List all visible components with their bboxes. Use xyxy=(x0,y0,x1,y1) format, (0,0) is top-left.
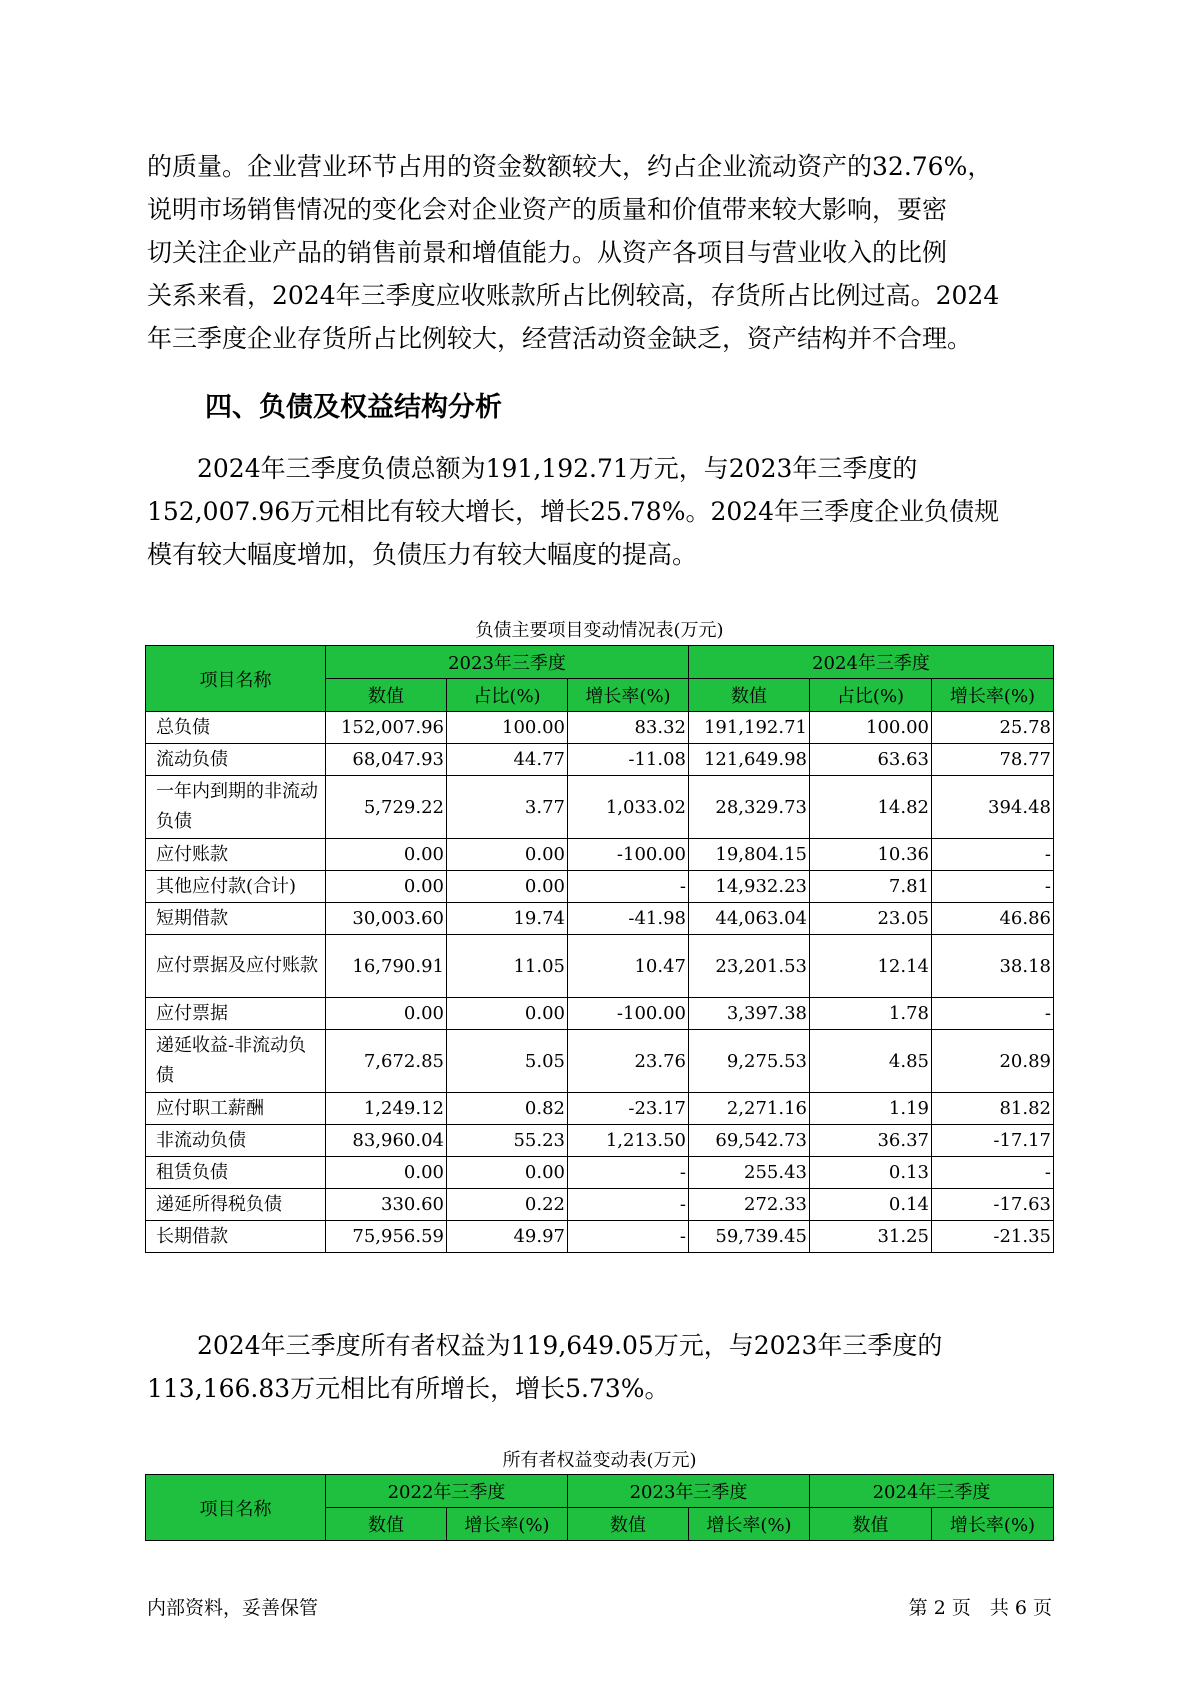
table-cell: 5,729.22 xyxy=(326,776,447,839)
table-cell: 0.00 xyxy=(447,839,568,871)
table-cell: 83,960.04 xyxy=(326,1125,447,1157)
row-label: 非流动负债 xyxy=(146,1125,326,1157)
table-cell: - xyxy=(932,998,1054,1030)
table-cell: - xyxy=(568,871,689,903)
page-number: 第 2 页 共 6 页 xyxy=(908,1597,1052,1619)
intro-paragraph xyxy=(147,145,1052,360)
liability-table xyxy=(145,645,1054,1253)
column-header: 占比(%) xyxy=(447,679,568,712)
table-row xyxy=(146,1030,1054,1093)
column-header: 增长率(%) xyxy=(932,1508,1054,1541)
row-label: 租赁负债 xyxy=(146,1157,326,1189)
table-cell: 1.19 xyxy=(810,1093,932,1125)
table-row xyxy=(146,1189,1054,1221)
table-cell: 36.37 xyxy=(810,1125,932,1157)
table-cell: 10.47 xyxy=(568,935,689,998)
text-line: 切关注企业产品的销售前景和增值能力。从资产各项目与营业收入的比例 xyxy=(147,238,948,267)
table-cell: 1,213.50 xyxy=(568,1125,689,1157)
table-cell: 0.00 xyxy=(447,1157,568,1189)
column-header: 增长率(%) xyxy=(932,679,1054,712)
table-cell: 9,275.53 xyxy=(689,1030,810,1093)
table-cell: - xyxy=(568,1221,689,1253)
table-cell: 0.13 xyxy=(810,1157,932,1189)
table-cell: 0.14 xyxy=(810,1189,932,1221)
table-cell: 5.05 xyxy=(447,1030,568,1093)
row-label: 应付职工薪酬 xyxy=(146,1093,326,1125)
table-cell: -17.17 xyxy=(932,1125,1054,1157)
column-header: 数值 xyxy=(326,1508,447,1541)
section-heading: 四、负债及权益结构分析 xyxy=(205,392,502,423)
table-cell: 14.82 xyxy=(810,776,932,839)
table-cell: 0.00 xyxy=(326,998,447,1030)
row-label: 总负债 xyxy=(146,712,326,744)
column-header-item-name: 项目名称 xyxy=(146,1475,326,1541)
column-header-period: 2023年三季度 xyxy=(326,646,689,679)
table-cell: 28,329.73 xyxy=(689,776,810,839)
table-cell: 75,956.59 xyxy=(326,1221,447,1253)
column-header: 数值 xyxy=(810,1508,932,1541)
text-line: 关系来看，2024年三季度应收账款所占比例较高，存货所占比例过高。2024 xyxy=(147,281,1000,310)
row-label: 长期借款 xyxy=(146,1221,326,1253)
table-cell: 81.82 xyxy=(932,1093,1054,1125)
table-row xyxy=(146,744,1054,776)
table-cell: 23.76 xyxy=(568,1030,689,1093)
table-cell: 83.32 xyxy=(568,712,689,744)
row-label: 应付票据 xyxy=(146,998,326,1030)
liability-paragraph xyxy=(147,447,1052,576)
table-cell: -100.00 xyxy=(568,998,689,1030)
table-cell: 0.00 xyxy=(326,1157,447,1189)
table-row xyxy=(146,998,1054,1030)
table-cell: 0.00 xyxy=(326,839,447,871)
table-cell: - xyxy=(932,1157,1054,1189)
table-cell: 10.36 xyxy=(810,839,932,871)
text-line: 152,007.96万元相比有较大增长，增长25.78%。2024年三季度企业负债规 xyxy=(147,497,1000,526)
column-header: 增长率(%) xyxy=(568,679,689,712)
table-cell: 1,033.02 xyxy=(568,776,689,839)
table-cell: 55.23 xyxy=(447,1125,568,1157)
text-line: 模有较大幅度增加，负债压力有较大幅度的提高。 xyxy=(147,540,698,569)
text-line: 的质量。企业营业环节占用的资金数额较大，约占企业流动资产的32.76%， xyxy=(147,152,993,181)
table-cell: 38.18 xyxy=(932,935,1054,998)
footer-confidential: 内部资料，妥善保管 xyxy=(147,1597,319,1619)
text-line: 113,166.83万元相比有所增长，增长5.73%。 xyxy=(147,1374,670,1403)
table-cell: 3,397.38 xyxy=(689,998,810,1030)
table-cell: 78.77 xyxy=(932,744,1054,776)
table-cell: 69,542.73 xyxy=(689,1125,810,1157)
table-cell: 23,201.53 xyxy=(689,935,810,998)
table-row xyxy=(146,903,1054,935)
table-cell: -17.63 xyxy=(932,1189,1054,1221)
table-cell: 100.00 xyxy=(447,712,568,744)
table-cell: 44.77 xyxy=(447,744,568,776)
column-header-period: 2024年三季度 xyxy=(810,1475,1054,1508)
table-row xyxy=(146,1125,1054,1157)
table-cell: 23.05 xyxy=(810,903,932,935)
table-cell: 44,063.04 xyxy=(689,903,810,935)
table-cell: 46.86 xyxy=(932,903,1054,935)
table-cell: 0.82 xyxy=(447,1093,568,1125)
table-cell: 31.25 xyxy=(810,1221,932,1253)
row-label: 递延收益-非流动负债 xyxy=(146,1030,326,1093)
table-cell: 121,649.98 xyxy=(689,744,810,776)
table-cell: 0.00 xyxy=(326,871,447,903)
text-line: 说明市场销售情况的变化会对企业资产的质量和价值带来较大影响，要密 xyxy=(147,195,948,224)
column-header-period: 2023年三季度 xyxy=(568,1475,810,1508)
table-cell: - xyxy=(932,839,1054,871)
table-cell: 63.63 xyxy=(810,744,932,776)
table-row xyxy=(146,1221,1054,1253)
table-row xyxy=(146,712,1054,744)
table-cell: -21.35 xyxy=(932,1221,1054,1253)
table-cell: -100.00 xyxy=(568,839,689,871)
table-cell: 11.05 xyxy=(447,935,568,998)
table-caption: 负债主要项目变动情况表(万元) xyxy=(475,620,724,641)
table-cell: -41.98 xyxy=(568,903,689,935)
table-cell: 20.89 xyxy=(932,1030,1054,1093)
table-row xyxy=(146,935,1054,998)
table-cell: 394.48 xyxy=(932,776,1054,839)
table-cell: 2,271.16 xyxy=(689,1093,810,1125)
table-cell: 1,249.12 xyxy=(326,1093,447,1125)
column-header-period: 2022年三季度 xyxy=(326,1475,568,1508)
row-label: 其他应付款(合计) xyxy=(146,871,326,903)
table-caption: 所有者权益变动表(万元) xyxy=(502,1450,697,1471)
table-row xyxy=(146,776,1054,839)
table-cell: 16,790.91 xyxy=(326,935,447,998)
column-header-period: 2024年三季度 xyxy=(689,646,1054,679)
table-cell: 7,672.85 xyxy=(326,1030,447,1093)
table-cell: 4.85 xyxy=(810,1030,932,1093)
table-cell: - xyxy=(932,871,1054,903)
table-cell: 272.33 xyxy=(689,1189,810,1221)
table-cell: 12.14 xyxy=(810,935,932,998)
table-cell: - xyxy=(568,1189,689,1221)
table-cell: -11.08 xyxy=(568,744,689,776)
table-cell: 49.97 xyxy=(447,1221,568,1253)
table-cell: - xyxy=(568,1157,689,1189)
equity-paragraph xyxy=(147,1324,1052,1410)
table-cell: 191,192.71 xyxy=(689,712,810,744)
table-cell: 0.00 xyxy=(447,998,568,1030)
row-label: 流动负债 xyxy=(146,744,326,776)
table-cell: 7.81 xyxy=(810,871,932,903)
table-cell: 1.78 xyxy=(810,998,932,1030)
table-cell: 19.74 xyxy=(447,903,568,935)
table-row xyxy=(146,839,1054,871)
text-line: 2024年三季度负债总额为191,192.71万元，与2023年三季度的 xyxy=(147,454,918,483)
table-cell: 0.22 xyxy=(447,1189,568,1221)
column-header: 增长率(%) xyxy=(447,1508,568,1541)
table-cell: 59,739.45 xyxy=(689,1221,810,1253)
table-cell: -23.17 xyxy=(568,1093,689,1125)
table-cell: 14,932.23 xyxy=(689,871,810,903)
equity-table xyxy=(145,1474,1054,1541)
column-header: 数值 xyxy=(689,679,810,712)
table-cell: 100.00 xyxy=(810,712,932,744)
row-label: 递延所得税负债 xyxy=(146,1189,326,1221)
table-cell: 68,047.93 xyxy=(326,744,447,776)
table-cell: 3.77 xyxy=(447,776,568,839)
table-cell: 152,007.96 xyxy=(326,712,447,744)
column-header: 占比(%) xyxy=(810,679,932,712)
row-label: 一年内到期的非流动负债 xyxy=(146,776,326,839)
column-header: 数值 xyxy=(568,1508,689,1541)
table-row xyxy=(146,1093,1054,1125)
table-row xyxy=(146,1157,1054,1189)
table-cell: 30,003.60 xyxy=(326,903,447,935)
table-cell: 0.00 xyxy=(447,871,568,903)
table-body xyxy=(146,712,1054,1253)
table-cell: 25.78 xyxy=(932,712,1054,744)
row-label: 应付票据及应付账款 xyxy=(146,935,326,998)
row-label: 应付账款 xyxy=(146,839,326,871)
text-line: 2024年三季度所有者权益为119,649.05万元，与2023年三季度的 xyxy=(147,1331,943,1360)
table-cell: 330.60 xyxy=(326,1189,447,1221)
column-header: 增长率(%) xyxy=(689,1508,810,1541)
text-line: 年三季度企业存货所占比例较大，经营活动资金缺乏，资产结构并不合理。 xyxy=(147,324,973,353)
table-cell: 19,804.15 xyxy=(689,839,810,871)
row-label: 短期借款 xyxy=(146,903,326,935)
column-header: 数值 xyxy=(326,679,447,712)
column-header-item-name: 项目名称 xyxy=(146,646,326,712)
table-row xyxy=(146,871,1054,903)
table-cell: 255.43 xyxy=(689,1157,810,1189)
